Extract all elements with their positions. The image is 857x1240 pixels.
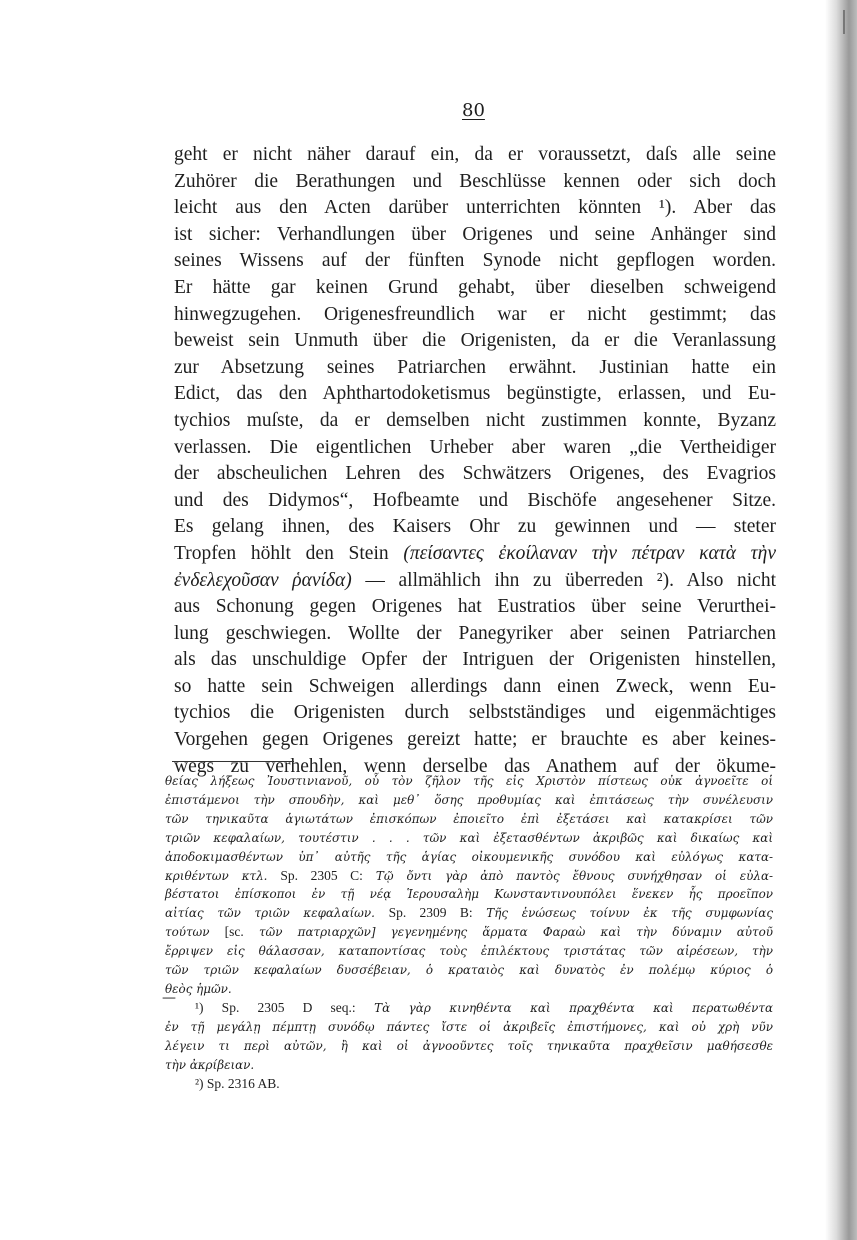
text-segment: Tropfen höhlt den Stein: [174, 542, 404, 564]
text-segment: verlassen. Die eigentlichen Urheber aber waren „die Vertheidiger: [174, 436, 776, 458]
footnote-line: [165, 1075, 773, 1094]
greek-text: Τὰ γὰρ κινηθέντα καὶ πραχθέντα καὶ περατωθέντα: [355, 1000, 773, 1015]
text-line: [174, 700, 776, 727]
greek-text: τῶν τηνικαῦτα ἁγιωτάτων ἐπισκόπων ἐποιεῖτο ἐπὶ ἐξετάσει καὶ κατακρίσει τῶν: [165, 811, 773, 826]
text-segment: aus Schonung gegen Origenes hat Eustratios über seine Verurthei-: [174, 596, 776, 618]
margin-dash: —: [162, 990, 176, 1006]
edge-speck: [843, 10, 845, 34]
greek-text: λέγειν τι περὶ αὐτῶν, ἢ καὶ οἱ ἀγνοοῦντες τοῖς τηνικαῦτα πραχθεῖσιν μαθήσεσθε: [165, 1038, 773, 1053]
text-line: [174, 169, 776, 196]
text-line: [174, 381, 776, 408]
greek-text: κριθέντων κτλ.: [165, 868, 281, 883]
text-segment: als das unschuldige Opfer der Intriguen der Origenisten hinstellen,: [174, 649, 776, 671]
text-line: [174, 222, 776, 249]
footnotes: [165, 772, 773, 1093]
text-line: [174, 408, 776, 435]
text-line: [174, 647, 776, 674]
text-line: [174, 142, 776, 169]
footnote-line: [165, 942, 773, 961]
text-line: [174, 248, 776, 275]
text-segment: hinwegzugehen. Origenesfreundlich war er nicht gestimmt; das: [174, 303, 776, 325]
greek-text: Τῆς ἑνώσεως τοίνυν ἐκ τῆς συμφωνίας: [472, 906, 773, 921]
text-line: [174, 541, 776, 568]
text-line: [174, 302, 776, 329]
footnote-line: [165, 923, 773, 942]
text-segment: so hatte sein Schweigen allerdings dann einen Zweck, wenn Eu-: [174, 675, 776, 697]
reference-citation: ¹) Sp. 2305 D seq.:: [195, 999, 356, 1015]
greek-text: θεὸς ἡμῶν.: [165, 981, 232, 996]
text-line: [174, 674, 776, 701]
footnote-rule: [172, 761, 294, 762]
text-segment: der abscheulichen Lehren des Schwätzers Origenes, des Evagrios: [174, 463, 776, 485]
greek-text: Τῷ ὄντι γὰρ ἀπὸ παντὸς ἔθνους συνήχθησαν οἱ εὐλα-: [362, 868, 773, 883]
greek-text: βέστατοι ἐπίσκοποι ἐν τῇ νέᾳ Ἱερουσαλὴμ Κωνσταντινουπόλει ἕνεκεν ἧς προεῖπον: [165, 887, 773, 902]
footnote-line: [165, 980, 773, 999]
text-segment: Es gelang ihnen, des Kaisers Ohr zu gewinnen und — steter: [174, 516, 776, 538]
footnote-line: [165, 999, 773, 1018]
greek-quote: (πείσαντες ἐκοίλαναν τὴν πέτραν κατὰ τὴν: [403, 542, 776, 564]
page-number: 80: [462, 100, 485, 121]
greek-text: τριῶν κεφαλαίων, τουτέστιν . . . τῶν καὶ ἐξετασθέντων ἀκριβῶς καὶ δικαίως καὶ: [165, 830, 773, 845]
text-line: [174, 195, 776, 222]
text-line: [174, 488, 776, 515]
text-segment: und des Didymos“, Hofbeamte und Bischöfe angesehener Sitze.: [174, 489, 776, 511]
text-segment: tychios muſste, da er demselben nicht zustimmen konnte, Byzanz: [174, 409, 776, 431]
text-line: [174, 275, 776, 302]
text-segment: lung geschwiegen. Wollte der Panegyriker aber seinen Patriarchen: [174, 622, 776, 644]
footnote-line: [165, 961, 773, 980]
greek-text: τούτων: [165, 925, 225, 940]
greek-text: τῶν τριῶν κεφαλαίων δυσσέβειαν, ὁ κραταιὸς καὶ δυνατὸς ἐν πολέμῳ κύριος ὁ: [165, 963, 773, 978]
text-line: [174, 727, 776, 754]
text-segment: ist sicher: Verhandlungen über Origenes und seine Anhänger sind: [174, 223, 776, 245]
text-line: [174, 621, 776, 648]
greek-text: αἰτίας τῶν τριῶν κεφαλαίων.: [165, 906, 389, 921]
greek-text: ἐν τῇ μεγάλῃ πέμπτῃ συνόδῳ πάντες ἴστε οἱ ἀκριβεῖς ἐπιστήμονες, καὶ οὐ χρὴ νῦν: [165, 1019, 773, 1034]
text-line: [174, 435, 776, 462]
footnote-line: [165, 885, 773, 904]
greek-text: τῶν πατριαρχῶν] γεγενημένης ἅρματα Φαραὼ καὶ τὴν δύναμιν αὐτοῦ: [243, 925, 773, 940]
main-text: [174, 142, 776, 780]
greek-text: τὴν ἀκρίβειαν.: [165, 1057, 255, 1072]
greek-text: ἐπιστάμενοι τὴν σπουδὴν, καὶ μεθ᾽ ὅσης προθυμίας καὶ ἐπιτάσεως τὴν συνέλευσιν: [165, 792, 773, 807]
reference-citation: Sp. 2305 C:: [280, 867, 363, 883]
reference-citation: [sc.: [224, 924, 244, 940]
text-line: [174, 594, 776, 621]
footnote-line: [165, 1018, 773, 1037]
text-segment: zur Absetzung seines Patriarchen erwähnt. Justinian hatte ein: [174, 356, 776, 378]
text-line: [174, 461, 776, 488]
text-segment: geht er nicht näher darauf ein, da er voraussetzt, daſs alle seine: [174, 144, 776, 165]
reference-citation: ²) Sp. 2316 AB.: [195, 1075, 280, 1091]
text-segment: tychios die Origenisten durch selbstständiges und eigenmächtiges: [174, 702, 776, 724]
text-segment: — allmählich ihn zu überreden ²). Also nicht: [351, 569, 777, 591]
footnote-line: [165, 867, 773, 886]
footnote-line: [165, 772, 773, 791]
text-line: [174, 355, 776, 382]
footnote-line: [165, 904, 773, 923]
page-edge-shadow: [825, 0, 857, 1240]
text-segment: wegs zu verhehlen, wenn derselbe das Anathem auf der ökume-: [174, 755, 776, 777]
text-line: [174, 514, 776, 541]
text-segment: leicht aus den Acten darüber unterrichten könnten ¹). Aber das: [174, 197, 776, 219]
text-segment: beweist sein Unmuth über die Origenisten, da er die Veranlassung: [174, 330, 776, 352]
footnote-line: [165, 810, 773, 829]
text-segment: Vorgehen gegen Origenes gereizt hatte; er brauchte es aber keines-: [174, 729, 776, 751]
text-segment: Zuhörer die Berathungen und Beschlüsse kennen oder sich doch: [174, 170, 776, 192]
footnote-line: [165, 1037, 773, 1056]
footnote-line: [165, 791, 773, 810]
greek-text: ἀποδοκιμασθέντων ὑπ᾽ αὐτῆς τῆς ἁγίας οἰκουμενικῆς συνόδου καὶ εὐλόγως κατα-: [165, 849, 773, 864]
footnote-line: [165, 848, 773, 867]
text-segment: Er hätte gar keinen Grund gehabt, über dieselben schweigend: [174, 276, 776, 298]
text-segment: Edict, das den Aphthartodoketismus begünstigte, erlassen, und Eu-: [174, 383, 776, 405]
greek-text: ἔρριψεν εἰς θάλασσαν, καταποντίσας τοὺς ἐπιλέκτους τριστάτας τῶν αἱρέσεων, τὴν: [165, 944, 773, 959]
text-line: [174, 568, 776, 595]
footnote-line: [165, 829, 773, 848]
greek-text: θείας λήξεως Ἰουστινιανοῦ, οὗ τὸν ζῆλον τῆς εἰς Χριστὸν πίστεως οὐκ ἀγνοεῖτε οἱ: [165, 774, 773, 788]
text-line: [174, 328, 776, 355]
greek-quote: ἐνδελεχοῦσαν ῥανίδα): [174, 569, 352, 591]
footnote-line: [165, 1056, 773, 1075]
text-segment: seines Wissens auf der fünften Synode nicht gepflogen worden.: [174, 250, 776, 272]
reference-citation: Sp. 2309 B:: [388, 905, 473, 921]
